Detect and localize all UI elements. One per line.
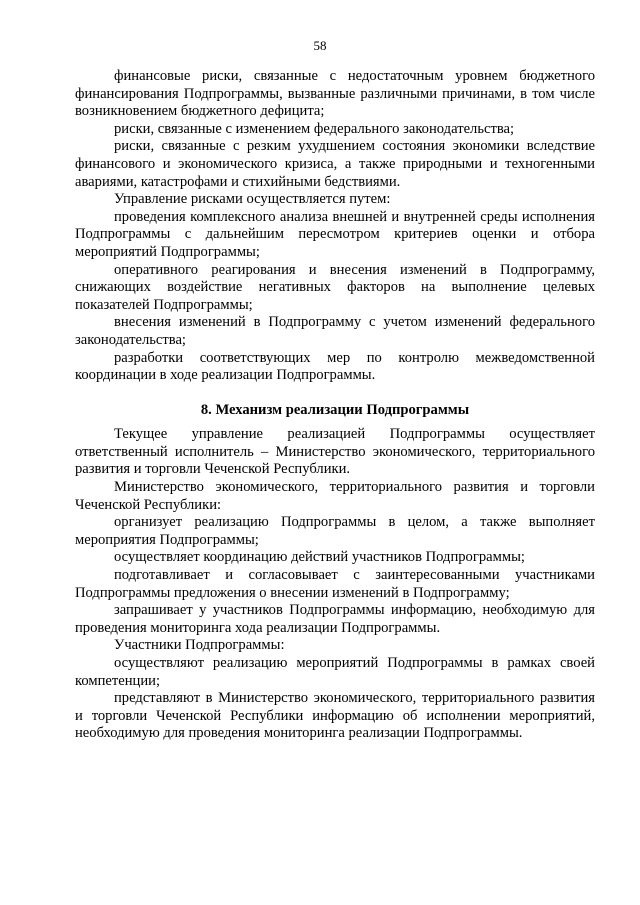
mechanism-section (75, 426, 595, 743)
section-heading: 8. Механизм реализации Подпрограммы (200, 401, 470, 418)
paragraph-analysis: проведения комплексного анализа внешней и внутренней среды исполнения Подпрограммы с дальнейшим пересмотром критериев оценки и отбора мероприятий Подпрограммы; (75, 208, 595, 260)
paragraph-requests-information: запрашивает у участников Подпрограммы информацию, необходимую для проведения мониторинга хода реализации Подпрограммы. (75, 602, 595, 636)
paragraph-risk-management-intro: Управление рисками осуществляется путем: (114, 191, 391, 208)
paragraph-participants: Участники Подпрограммы: (114, 637, 285, 654)
paragraph-coordination-measures: разработки соответствующих мер по контролю межведомственной координации в ходе реализации Подпрограммы. (75, 349, 595, 384)
paragraph-current-management: Текущее управление реализацией Подпрограммы осуществляет ответственный исполнитель – Министерство экономического, территориального развития и торговли Чеченской Республики. (75, 426, 595, 478)
paragraph-financial-risks: финансовые риски, связанные с недостаточным уровнем бюджетного финансирования Подпрограммы, вызванные различными причинами, в том числе возникновением бюджетного дефицита; (75, 68, 595, 120)
paragraph-economic-risks: риски, связанные с резким ухудшением состояния экономики вследствие финансового и экономического кризиса, а также природными и техногенными авариями, катастрофами и стихийными бедствиями. (75, 138, 595, 190)
paragraph-operational-response: оперативного реагирования и внесения изменений в Подпрограмму, снижающих воздействие негативных факторов на выполнение целевых показателей Подпрограммы; (75, 261, 595, 313)
document-body (75, 68, 595, 743)
paragraph-legislation-risks: риски, связанные с изменением федерального законодательства; (114, 120, 515, 137)
paragraph-participants-implement: осуществляют реализацию мероприятий Подпрограммы в рамках своей компетенции; (75, 655, 595, 689)
paragraph-legislation-changes: внесения изменений в Подпрограмму с учетом изменений федерального законодательства; (75, 314, 595, 348)
paragraph-ministry: Министерство экономического, территориального развития и торговли Чеченской Республики: (75, 479, 595, 513)
paragraph-coordinates: осуществляет координацию действий участников Подпрограммы; (114, 549, 525, 566)
page-number: 58 (313, 38, 327, 53)
risks-section (75, 68, 595, 385)
paragraph-prepares-proposals: подготавливает и согласовывает с заинтересованными участниками Подпрограммы предложения о внесении изменений в Подпрограмму; (75, 567, 595, 601)
paragraph-participants-report: представляют в Министерство экономического, территориального развития и торговли Чеченской Республики информацию об исполнении мероприятий, необходимую для проведения мониторинга реализации Подпрограммы. (75, 690, 595, 742)
paragraph-organizes: организует реализацию Подпрограммы в целом, а также выполняет мероприятия Подпрограммы; (75, 514, 595, 548)
